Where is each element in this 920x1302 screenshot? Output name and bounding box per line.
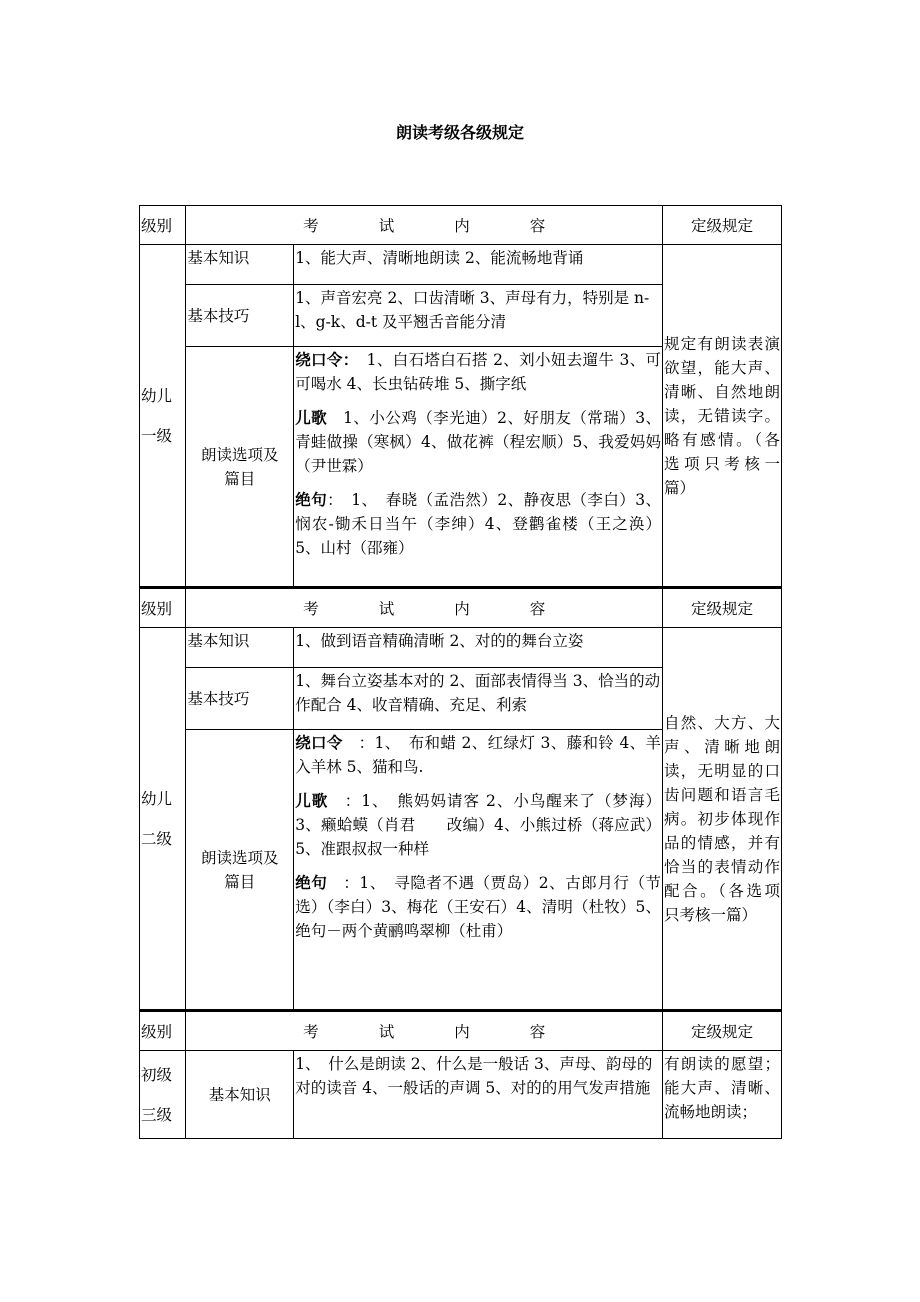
basic-knowledge-text: 1、能大声、清晰地朗读 2、能流畅地背诵: [294, 245, 663, 285]
header-rule: 定级规定: [663, 206, 782, 245]
header-exam-content: 考 试 内 容: [186, 588, 663, 628]
header-level: 级别: [140, 588, 186, 628]
page-title: 朗读考级各级规定: [395, 123, 524, 142]
reading-items: [294, 347, 663, 588]
header-row: [140, 1011, 782, 1051]
level-cell: 初级 三级: [140, 1051, 186, 1139]
item-label: 基本知识: [186, 245, 294, 285]
basic-knowledge-text: 1、做到语音精确清晰 2、对的的舞台立姿: [294, 628, 663, 668]
nursery-rhyme-list: 儿歌 ：1、 熊妈妈请客 2、小鸟醒来了（梦海）3、癞蛤蟆（肖君 改编）4、小熊过桥（蒋应武）5、准跟叔叔一种样: [295, 792, 662, 858]
quatrain-list: 绝句： 1、 春晓（孟浩然）2、静夜思（李白）3、悯农-锄禾日当午（李绅）4、登鹳雀楼（王之涣）5、山村（邵雍）: [295, 491, 662, 557]
header-rule: 定级规定: [663, 588, 782, 628]
exam-rules-table: [139, 205, 782, 1139]
rule-text: 有朗读的愿望；能大声、清晰、流畅地朗读；: [663, 1051, 782, 1139]
nursery-rhyme-list: 儿歌 1、小公鸡（李光迪）2、好朋友（常瑞）3、青蛙做操（寒枫）4、做花裤（程宏顺）5、我爱妈妈（尹世霖）: [295, 409, 662, 475]
basic-skill-text: 1、声音宏亮 2、口齿清晰 3、声母有力，特别是 n-l、g-k、d-t 及平翘舌音能分清: [294, 285, 663, 347]
item-label: 基本知识: [186, 1051, 294, 1139]
table-row: [140, 628, 782, 668]
table-row: [140, 245, 782, 285]
header-level: 级别: [140, 1011, 186, 1051]
rule-text: 规定有朗读表演欲望，能大声、清晰、自然地朗读，无错读字。略有感情。（各选项只考核一篇）: [663, 245, 782, 588]
rule-text: 自然、大方、大声、清晰地朗读，无明显的口齿问题和语言毛病。初步体现作品的情感，并有恰当的表情动作配合。（各选项只考核一篇）: [663, 628, 782, 1011]
level-cell: 幼儿 一级: [140, 245, 186, 588]
item-label: 朗读选项及 篇目: [186, 347, 294, 588]
header-row: [140, 588, 782, 628]
level-cell: 幼儿 二级: [140, 628, 186, 1011]
quatrain-list: 绝句 ：1、 寻隐者不遇（贾岛）2、古郎月行（节选）（李白）3、梅花（王安石）4、清明（杜牧）5、绝句－两个黄鹂鸣翠柳（杜甫）: [295, 874, 662, 940]
header-rule: 定级规定: [663, 1011, 782, 1051]
basic-knowledge-text: 1、 什么是朗读 2、什么是一般话 3、声母、韵母的对的读音 4、一般话的声调 5、对的的用气发声措施: [294, 1051, 663, 1139]
item-label: 基本技巧: [186, 668, 294, 730]
header-exam-content: 考 试 内 容: [186, 206, 663, 245]
table-row: [140, 1051, 782, 1139]
reading-items: [294, 730, 663, 1011]
header-exam-content: 考 试 内 容: [186, 1011, 663, 1051]
item-label: 基本技巧: [186, 285, 294, 347]
item-label: 朗读选项及 篇目: [186, 730, 294, 1011]
tongue-twister-list: 绕口令： 1、白石塔白石搭 2、刘小妞去遛牛 3、可可喝水 4、长虫钻砖堆 5、撕字纸: [295, 351, 662, 393]
basic-skill-text: 1、舞台立姿基本对的 2、面部表情得当 3、恰当的动作配合 4、收音精确、充足、利索: [294, 668, 663, 730]
item-label: 基本知识: [186, 628, 294, 668]
header-level: 级别: [140, 206, 186, 245]
header-row: [140, 206, 782, 245]
tongue-twister-list: 绕口令 ：1、 布和蜡 2、红绿灯 3、藤和铃 4、羊入羊林 5、猫和鸟.: [295, 734, 662, 776]
